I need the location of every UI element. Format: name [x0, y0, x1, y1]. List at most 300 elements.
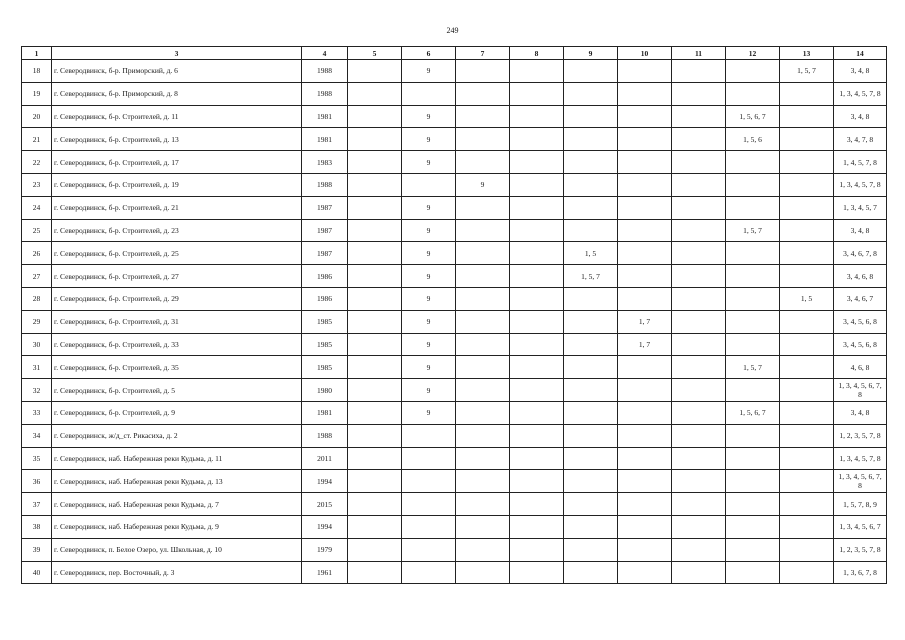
- col14-cell: 3, 4, 6, 8: [834, 265, 887, 288]
- row-number: 18: [22, 60, 52, 83]
- row-number: 39: [22, 538, 52, 561]
- table-row: [22, 265, 887, 288]
- col5-cell: [348, 196, 402, 219]
- col9-cell: [564, 60, 618, 83]
- col10-cell: [618, 493, 672, 516]
- col10-cell: [618, 196, 672, 219]
- col10-cell: [618, 356, 672, 379]
- table-row: [22, 333, 887, 356]
- col12-cell: [726, 287, 780, 310]
- col7-cell: [456, 310, 510, 333]
- table-row: [22, 219, 887, 242]
- year-cell: 1985: [302, 356, 348, 379]
- table-row: [22, 538, 887, 561]
- col9-cell: [564, 173, 618, 196]
- year-cell: 2011: [302, 447, 348, 470]
- col6-cell: [402, 538, 456, 561]
- col13-cell: 1, 5: [780, 287, 834, 310]
- col5-cell: [348, 424, 402, 447]
- address-cell: г. Северодвинск, б-р. Строителей, д. 31: [52, 310, 302, 333]
- col10-cell: [618, 424, 672, 447]
- row-number: 29: [22, 310, 52, 333]
- column-header-2: 4: [302, 47, 348, 60]
- table-row: [22, 196, 887, 219]
- column-header-8: 10: [618, 47, 672, 60]
- column-header-5: 7: [456, 47, 510, 60]
- col6-cell: [402, 424, 456, 447]
- col14-cell: 3, 4, 8: [834, 105, 887, 128]
- row-number: 38: [22, 515, 52, 538]
- col10-cell: [618, 173, 672, 196]
- col14-cell: 3, 4, 8: [834, 401, 887, 424]
- col12-cell: [726, 379, 780, 402]
- col9-cell: [564, 401, 618, 424]
- table-row: [22, 401, 887, 424]
- col5-cell: [348, 105, 402, 128]
- year-cell: 1988: [302, 173, 348, 196]
- year-cell: 1987: [302, 196, 348, 219]
- col7-cell: [456, 151, 510, 174]
- col7-cell: [456, 105, 510, 128]
- col12-cell: [726, 538, 780, 561]
- year-cell: 1981: [302, 128, 348, 151]
- table-header: [22, 47, 887, 60]
- row-number: 22: [22, 151, 52, 174]
- col9-cell: [564, 379, 618, 402]
- table-row: [22, 561, 887, 584]
- column-header-9: 11: [672, 47, 726, 60]
- column-header-11: 13: [780, 47, 834, 60]
- address-cell: г. Северодвинск, б-р. Строителей, д. 9: [52, 401, 302, 424]
- row-number: 32: [22, 379, 52, 402]
- col12-cell: [726, 265, 780, 288]
- col7-cell: [456, 561, 510, 584]
- col11-cell: [672, 151, 726, 174]
- col5-cell: [348, 379, 402, 402]
- col9-cell: [564, 151, 618, 174]
- col11-cell: [672, 82, 726, 105]
- year-cell: 2015: [302, 493, 348, 516]
- col7-cell: [456, 493, 510, 516]
- col8-cell: [510, 310, 564, 333]
- year-cell: 1981: [302, 105, 348, 128]
- col14-cell: 1, 3, 4, 5, 6, 7, 8: [834, 470, 887, 493]
- year-cell: 1994: [302, 515, 348, 538]
- year-cell: 1986: [302, 265, 348, 288]
- col13-cell: [780, 333, 834, 356]
- year-cell: 1985: [302, 310, 348, 333]
- col13-cell: [780, 470, 834, 493]
- col13-cell: [780, 173, 834, 196]
- col14-cell: 3, 4, 5, 6, 8: [834, 310, 887, 333]
- col11-cell: [672, 128, 726, 151]
- year-cell: 1983: [302, 151, 348, 174]
- table-row: [22, 242, 887, 265]
- col11-cell: [672, 515, 726, 538]
- address-cell: г. Северодвинск, п. Белое Озеро, ул. Школьная, д. 10: [52, 538, 302, 561]
- col12-cell: [726, 173, 780, 196]
- year-cell: 1988: [302, 424, 348, 447]
- col5-cell: [348, 538, 402, 561]
- address-cell: г. Северодвинск, б-р. Строителей, д. 23: [52, 219, 302, 242]
- col14-cell: 3, 4, 7, 8: [834, 128, 887, 151]
- col6-cell: 9: [402, 219, 456, 242]
- col11-cell: [672, 401, 726, 424]
- col10-cell: [618, 82, 672, 105]
- col7-cell: [456, 242, 510, 265]
- col10-cell: [618, 515, 672, 538]
- col14-cell: 3, 4, 5, 6, 8: [834, 333, 887, 356]
- row-number: 33: [22, 401, 52, 424]
- col5-cell: [348, 310, 402, 333]
- col5-cell: [348, 447, 402, 470]
- col10-cell: [618, 538, 672, 561]
- col10-cell: [618, 151, 672, 174]
- col11-cell: [672, 379, 726, 402]
- address-cell: г. Северодвинск, б-р. Приморский, д. 6: [52, 60, 302, 83]
- year-cell: 1987: [302, 219, 348, 242]
- address-cell: г. Северодвинск, наб. Набережная реки Кудьма, д. 7: [52, 493, 302, 516]
- col7-cell: [456, 515, 510, 538]
- col9-cell: [564, 219, 618, 242]
- col14-cell: 1, 3, 4, 5, 6, 7: [834, 515, 887, 538]
- col12-cell: [726, 470, 780, 493]
- col14-cell: 1, 3, 6, 7, 8: [834, 561, 887, 584]
- col13-cell: [780, 310, 834, 333]
- col10-cell: [618, 128, 672, 151]
- col6-cell: 9: [402, 265, 456, 288]
- col9-cell: [564, 287, 618, 310]
- col6-cell: 9: [402, 196, 456, 219]
- year-cell: 1979: [302, 538, 348, 561]
- column-header-6: 8: [510, 47, 564, 60]
- address-cell: г. Северодвинск, наб. Набережная реки Кудьма, д. 11: [52, 447, 302, 470]
- row-number: 27: [22, 265, 52, 288]
- col8-cell: [510, 60, 564, 83]
- col8-cell: [510, 173, 564, 196]
- col10-cell: [618, 60, 672, 83]
- col6-cell: 9: [402, 379, 456, 402]
- table-row: [22, 310, 887, 333]
- col5-cell: [348, 356, 402, 379]
- col10-cell: [618, 265, 672, 288]
- col5-cell: [348, 515, 402, 538]
- col10-cell: [618, 379, 672, 402]
- col5-cell: [348, 128, 402, 151]
- col13-cell: [780, 561, 834, 584]
- table-body: [22, 60, 887, 584]
- col11-cell: [672, 196, 726, 219]
- col13-cell: [780, 538, 834, 561]
- col10-cell: [618, 447, 672, 470]
- col7-cell: [456, 196, 510, 219]
- col8-cell: [510, 401, 564, 424]
- column-header-7: 9: [564, 47, 618, 60]
- address-cell: г. Северодвинск, наб. Набережная реки Кудьма, д. 13: [52, 470, 302, 493]
- table-row: [22, 128, 887, 151]
- col12-cell: [726, 424, 780, 447]
- year-cell: 1981: [302, 401, 348, 424]
- col7-cell: [456, 538, 510, 561]
- col8-cell: [510, 356, 564, 379]
- row-number: 28: [22, 287, 52, 310]
- col9-cell: [564, 82, 618, 105]
- col8-cell: [510, 265, 564, 288]
- col5-cell: [348, 493, 402, 516]
- col13-cell: [780, 447, 834, 470]
- col7-cell: [456, 470, 510, 493]
- col9-cell: [564, 538, 618, 561]
- col9-cell: [564, 470, 618, 493]
- table-row: [22, 173, 887, 196]
- table-row: [22, 470, 887, 493]
- address-cell: г. Северодвинск, б-р. Строителей, д. 29: [52, 287, 302, 310]
- col5-cell: [348, 561, 402, 584]
- col5-cell: [348, 82, 402, 105]
- col8-cell: [510, 287, 564, 310]
- address-cell: г. Северодвинск, б-р. Строителей, д. 13: [52, 128, 302, 151]
- col11-cell: [672, 447, 726, 470]
- col13-cell: 1, 5, 7: [780, 60, 834, 83]
- col9-cell: [564, 356, 618, 379]
- col8-cell: [510, 82, 564, 105]
- address-cell: г. Северодвинск, б-р. Строителей, д. 21: [52, 196, 302, 219]
- col11-cell: [672, 493, 726, 516]
- col6-cell: [402, 515, 456, 538]
- col14-cell: 1, 3, 4, 5, 6, 7, 8: [834, 379, 887, 402]
- year-cell: 1987: [302, 242, 348, 265]
- col8-cell: [510, 470, 564, 493]
- page-number: 249: [446, 26, 459, 35]
- row-number: 40: [22, 561, 52, 584]
- col7-cell: 9: [456, 173, 510, 196]
- table-row: [22, 82, 887, 105]
- col12-cell: 1, 5, 6: [726, 128, 780, 151]
- address-cell: г. Северодвинск, ж/д_ст. Рикасиха, д. 2: [52, 424, 302, 447]
- col12-cell: [726, 151, 780, 174]
- address-cell: г. Северодвинск, б-р. Строителей, д. 5: [52, 379, 302, 402]
- col13-cell: [780, 356, 834, 379]
- column-header-3: 5: [348, 47, 402, 60]
- address-cell: г. Северодвинск, б-р. Строителей, д. 27: [52, 265, 302, 288]
- col5-cell: [348, 173, 402, 196]
- col14-cell: 1, 4, 5, 7, 8: [834, 151, 887, 174]
- col6-cell: 9: [402, 310, 456, 333]
- col12-cell: [726, 333, 780, 356]
- col6-cell: 9: [402, 60, 456, 83]
- col6-cell: [402, 82, 456, 105]
- col12-cell: [726, 310, 780, 333]
- col8-cell: [510, 379, 564, 402]
- col8-cell: [510, 196, 564, 219]
- row-number: 36: [22, 470, 52, 493]
- col6-cell: 9: [402, 242, 456, 265]
- col11-cell: [672, 219, 726, 242]
- col8-cell: [510, 105, 564, 128]
- col12-cell: [726, 493, 780, 516]
- col9-cell: [564, 493, 618, 516]
- column-header-12: 14: [834, 47, 887, 60]
- row-number: 37: [22, 493, 52, 516]
- col14-cell: 1, 2, 3, 5, 7, 8: [834, 538, 887, 561]
- row-number: 23: [22, 173, 52, 196]
- col7-cell: [456, 401, 510, 424]
- col7-cell: [456, 219, 510, 242]
- col13-cell: [780, 379, 834, 402]
- col12-cell: [726, 196, 780, 219]
- col13-cell: [780, 219, 834, 242]
- col7-cell: [456, 333, 510, 356]
- col6-cell: [402, 470, 456, 493]
- row-number: 35: [22, 447, 52, 470]
- col13-cell: [780, 515, 834, 538]
- col7-cell: [456, 60, 510, 83]
- row-number: 25: [22, 219, 52, 242]
- col13-cell: [780, 242, 834, 265]
- table-row: [22, 105, 887, 128]
- col10-cell: [618, 105, 672, 128]
- col11-cell: [672, 287, 726, 310]
- col8-cell: [510, 538, 564, 561]
- col7-cell: [456, 82, 510, 105]
- col5-cell: [348, 401, 402, 424]
- col5-cell: [348, 219, 402, 242]
- year-cell: 1988: [302, 60, 348, 83]
- row-number: 21: [22, 128, 52, 151]
- table-row: [22, 447, 887, 470]
- col6-cell: 9: [402, 333, 456, 356]
- col11-cell: [672, 242, 726, 265]
- col7-cell: [456, 356, 510, 379]
- column-header-1: 3: [52, 47, 302, 60]
- address-cell: г. Северодвинск, пер. Восточный, д. 3: [52, 561, 302, 584]
- col13-cell: [780, 265, 834, 288]
- col9-cell: [564, 333, 618, 356]
- year-cell: 1980: [302, 379, 348, 402]
- year-cell: 1994: [302, 470, 348, 493]
- col12-cell: [726, 60, 780, 83]
- col5-cell: [348, 333, 402, 356]
- address-cell: г. Северодвинск, б-р. Строителей, д. 11: [52, 105, 302, 128]
- col13-cell: [780, 82, 834, 105]
- col9-cell: 1, 5: [564, 242, 618, 265]
- col5-cell: [348, 151, 402, 174]
- col12-cell: 1, 5, 6, 7: [726, 105, 780, 128]
- col12-cell: [726, 561, 780, 584]
- col12-cell: [726, 515, 780, 538]
- col12-cell: 1, 5, 7: [726, 219, 780, 242]
- col6-cell: 9: [402, 287, 456, 310]
- col5-cell: [348, 242, 402, 265]
- address-cell: г. Северодвинск, б-р. Строителей, д. 19: [52, 173, 302, 196]
- col5-cell: [348, 60, 402, 83]
- col8-cell: [510, 515, 564, 538]
- col13-cell: [780, 493, 834, 516]
- col14-cell: 3, 4, 8: [834, 60, 887, 83]
- col11-cell: [672, 310, 726, 333]
- col7-cell: [456, 424, 510, 447]
- col14-cell: 3, 4, 6, 7, 8: [834, 242, 887, 265]
- col8-cell: [510, 333, 564, 356]
- col8-cell: [510, 128, 564, 151]
- col9-cell: 1, 5, 7: [564, 265, 618, 288]
- col10-cell: 1, 7: [618, 310, 672, 333]
- col8-cell: [510, 242, 564, 265]
- col9-cell: [564, 424, 618, 447]
- col11-cell: [672, 424, 726, 447]
- col7-cell: [456, 128, 510, 151]
- table-row: [22, 356, 887, 379]
- col6-cell: [402, 447, 456, 470]
- col14-cell: 1, 3, 4, 5, 7: [834, 196, 887, 219]
- col10-cell: [618, 287, 672, 310]
- column-header-4: 6: [402, 47, 456, 60]
- col9-cell: [564, 128, 618, 151]
- col14-cell: 1, 3, 4, 5, 7, 8: [834, 447, 887, 470]
- table-row: [22, 60, 887, 83]
- col10-cell: [618, 561, 672, 584]
- col11-cell: [672, 561, 726, 584]
- year-cell: 1986: [302, 287, 348, 310]
- col12-cell: 1, 5, 6, 7: [726, 401, 780, 424]
- data-table: [21, 46, 887, 584]
- row-number: 30: [22, 333, 52, 356]
- col6-cell: 9: [402, 128, 456, 151]
- col9-cell: [564, 105, 618, 128]
- col12-cell: [726, 447, 780, 470]
- col13-cell: [780, 196, 834, 219]
- col9-cell: [564, 196, 618, 219]
- col11-cell: [672, 470, 726, 493]
- address-cell: г. Северодвинск, б-р. Строителей, д. 17: [52, 151, 302, 174]
- col8-cell: [510, 447, 564, 470]
- col10-cell: 1, 7: [618, 333, 672, 356]
- col14-cell: 1, 3, 4, 5, 7, 8: [834, 82, 887, 105]
- row-number: 34: [22, 424, 52, 447]
- col8-cell: [510, 424, 564, 447]
- col7-cell: [456, 265, 510, 288]
- col7-cell: [456, 379, 510, 402]
- col11-cell: [672, 333, 726, 356]
- table-row: [22, 379, 887, 402]
- row-number: 24: [22, 196, 52, 219]
- col12-cell: 1, 5, 7: [726, 356, 780, 379]
- col13-cell: [780, 401, 834, 424]
- column-header-10: 12: [726, 47, 780, 60]
- col14-cell: 3, 4, 6, 7: [834, 287, 887, 310]
- col13-cell: [780, 151, 834, 174]
- col5-cell: [348, 287, 402, 310]
- year-cell: 1961: [302, 561, 348, 584]
- col6-cell: 9: [402, 105, 456, 128]
- col14-cell: 1, 2, 3, 5, 7, 8: [834, 424, 887, 447]
- col11-cell: [672, 173, 726, 196]
- col10-cell: [618, 242, 672, 265]
- col6-cell: 9: [402, 151, 456, 174]
- col11-cell: [672, 105, 726, 128]
- row-number: 26: [22, 242, 52, 265]
- col14-cell: 1, 5, 7, 8, 9: [834, 493, 887, 516]
- col6-cell: [402, 493, 456, 516]
- year-cell: 1985: [302, 333, 348, 356]
- col6-cell: 9: [402, 401, 456, 424]
- row-number: 20: [22, 105, 52, 128]
- col13-cell: [780, 105, 834, 128]
- table-row: [22, 424, 887, 447]
- col12-cell: [726, 242, 780, 265]
- address-cell: г. Северодвинск, б-р. Строителей, д. 25: [52, 242, 302, 265]
- col8-cell: [510, 151, 564, 174]
